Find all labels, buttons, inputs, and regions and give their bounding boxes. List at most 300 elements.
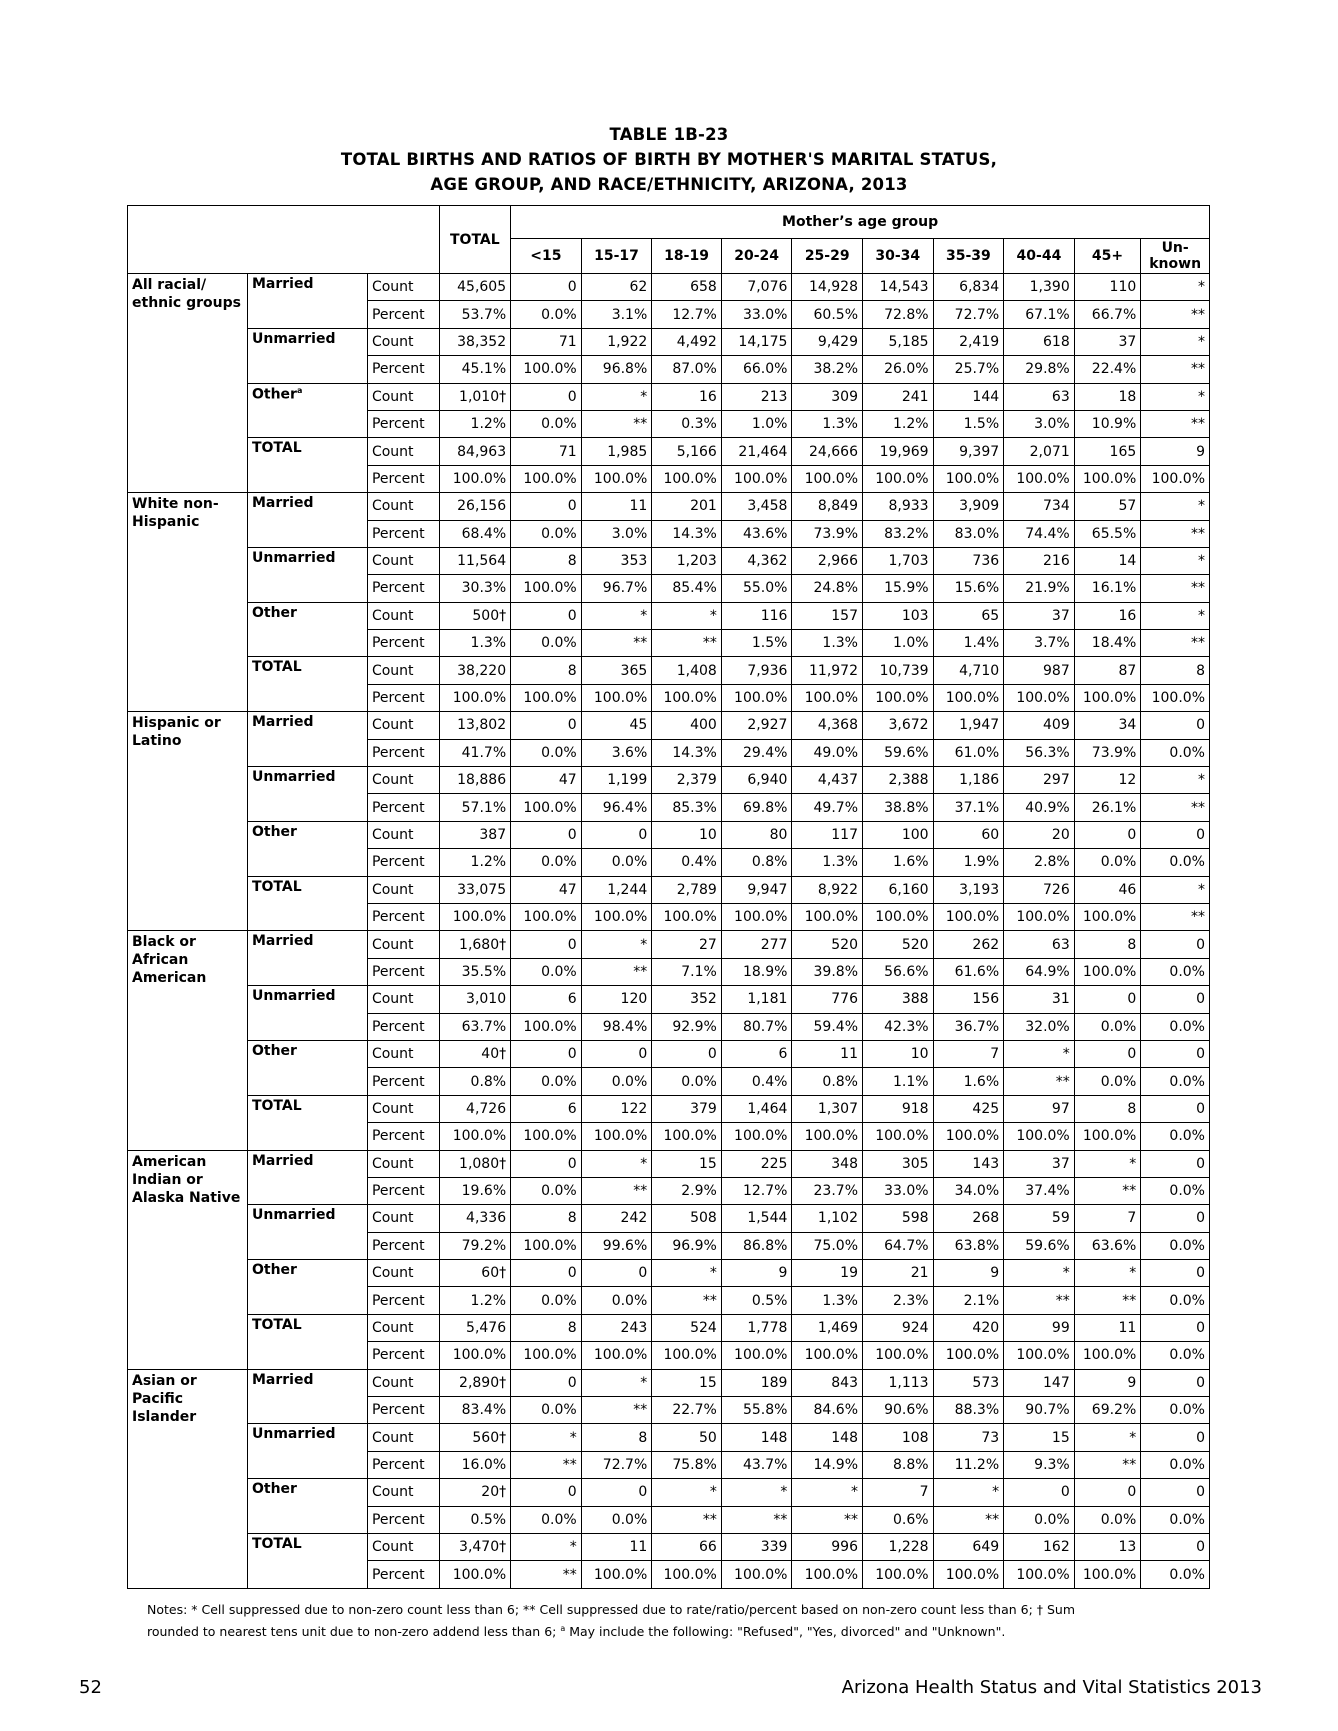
value-cell: 12.7% [721,1177,792,1204]
measure-label: Percent [367,958,439,985]
value-cell: 0 [511,1040,582,1067]
table-row [128,328,1210,355]
total-cell: 11,564 [439,547,511,574]
measure-label: Count [367,657,439,684]
value-cell: 14.9% [792,1451,863,1478]
value-cell: 1.6% [863,849,934,876]
value-cell: 49.7% [792,794,863,821]
total-cell: 35.5% [439,958,511,985]
value-cell: 100.0% [933,465,1004,492]
value-cell: 0.0% [511,1287,582,1314]
total-cell: 63.7% [439,1013,511,1040]
table-row [128,931,1210,958]
value-cell: 71 [511,438,582,465]
race-group-label: Asian or Pacific Islander [128,1369,248,1588]
value-cell: ** [511,1561,582,1588]
value-cell: 0 [1074,1040,1141,1067]
age-group-column-header: 18-19 [652,239,722,274]
value-cell: 0.0% [1141,739,1210,766]
measure-label: Percent [367,575,439,602]
value-cell: 9,947 [721,876,792,903]
value-cell: 2.8% [1004,849,1075,876]
value-cell: 8 [511,1205,582,1232]
total-cell: 2,890† [439,1369,511,1396]
measure-label: Percent [367,410,439,437]
value-cell: 88.3% [933,1397,1004,1424]
measure-label: Count [367,1040,439,1067]
total-cell: 26,156 [439,493,511,520]
total-cell: 1.2% [439,410,511,437]
value-cell: 116 [721,602,792,629]
value-cell: 59.4% [792,1013,863,1040]
total-cell: 560† [439,1424,511,1451]
measure-label: Count [367,1369,439,1396]
value-cell: 1.3% [792,410,863,437]
value-cell: 0 [1141,1260,1210,1287]
value-cell: * [1141,383,1210,410]
value-cell: 14,543 [863,274,934,301]
total-cell: 500† [439,602,511,629]
value-cell: 0 [1141,931,1210,958]
value-cell: 11 [1074,1314,1141,1341]
value-cell: 100.0% [933,1123,1004,1150]
value-cell: 0 [511,1150,582,1177]
value-cell: 348 [792,1150,863,1177]
measure-label: Percent [367,1068,439,1095]
value-cell: * [1004,1040,1075,1067]
value-cell: 16 [1074,602,1141,629]
marital-status-label: TOTAL [247,1095,367,1150]
value-cell: 7 [933,1040,1004,1067]
value-cell: 7 [1074,1205,1141,1232]
value-cell: 0.0% [511,958,582,985]
value-cell: 10 [652,821,722,848]
value-cell: 6 [511,1095,582,1122]
value-cell: ** [1141,301,1210,328]
value-cell: 157 [792,602,863,629]
value-cell: 1,922 [581,328,652,355]
value-cell: 3,193 [933,876,1004,903]
value-cell: 0 [581,1479,652,1506]
value-cell: ** [652,630,722,657]
total-cell: 19.6% [439,1177,511,1204]
measure-label: Count [367,602,439,629]
age-group-column-header: 30-34 [863,239,934,274]
table-row [128,493,1210,520]
value-cell: 0 [511,383,582,410]
value-cell: 618 [1004,328,1075,355]
total-header: TOTAL [439,206,511,274]
total-cell: 33,075 [439,876,511,903]
value-cell: * [1141,602,1210,629]
table-row [128,876,1210,903]
measure-label: Percent [367,739,439,766]
value-cell: ** [1074,1287,1141,1314]
value-cell: 1.1% [863,1068,934,1095]
value-cell: 0.0% [511,410,582,437]
measure-label: Percent [367,301,439,328]
value-cell: 8,933 [863,493,934,520]
value-cell: 25.7% [933,356,1004,383]
value-cell: 100.0% [652,1123,722,1150]
total-cell: 79.2% [439,1232,511,1259]
table-number: TABLE 1B-23 [609,125,729,144]
value-cell: 0 [581,821,652,848]
value-cell: 73.9% [792,520,863,547]
value-cell: 65.5% [1074,520,1141,547]
value-cell: * [581,1150,652,1177]
marital-status-label: Unmarried [247,328,367,383]
value-cell: ** [511,1451,582,1478]
marital-status-label: Married [247,274,367,329]
value-cell: ** [1141,630,1210,657]
table-row [128,1314,1210,1341]
value-cell: 3,672 [863,712,934,739]
total-cell: 53.7% [439,301,511,328]
measure-label: Count [367,274,439,301]
value-cell: 100.0% [511,356,582,383]
value-cell: 0 [511,1260,582,1287]
race-group-label: All racial/ ethnic groups [128,274,248,493]
value-cell: 22.7% [652,1397,722,1424]
age-group-column-header: <15 [511,239,582,274]
value-cell: 3.1% [581,301,652,328]
measure-label: Count [367,986,439,1013]
value-cell: 37 [1004,602,1075,629]
table-row [128,986,1210,1013]
value-cell: 4,368 [792,712,863,739]
value-cell: 7 [863,1479,934,1506]
value-cell: 1,778 [721,1314,792,1341]
total-cell: 4,726 [439,1095,511,1122]
value-cell: 37.1% [933,794,1004,821]
value-cell: 2,789 [652,876,722,903]
value-cell: 100.0% [1074,1342,1141,1369]
value-cell: 100.0% [652,1561,722,1588]
value-cell: 734 [1004,493,1075,520]
value-cell: 4,362 [721,547,792,574]
value-cell: 0.0% [511,849,582,876]
value-cell: 100.0% [1004,684,1075,711]
value-cell: ** [581,410,652,437]
value-cell: 201 [652,493,722,520]
value-cell: 45 [581,712,652,739]
value-cell: * [1141,876,1210,903]
marital-status-label: Other [247,1040,367,1095]
value-cell: 12.7% [652,301,722,328]
value-cell: ** [581,958,652,985]
value-cell: 100.0% [933,1561,1004,1588]
value-cell: 83.0% [933,520,1004,547]
value-cell: 0.0% [511,301,582,328]
value-cell: 59.6% [1004,1232,1075,1259]
marital-status-label: Unmarried [247,1424,367,1479]
value-cell: 10 [863,1040,934,1067]
value-cell: 39.8% [792,958,863,985]
value-cell: 3.7% [1004,630,1075,657]
value-cell: 6,940 [721,767,792,794]
value-cell: 524 [652,1314,722,1341]
value-cell: 15 [652,1150,722,1177]
value-cell: 2,419 [933,328,1004,355]
value-cell: 100.0% [581,903,652,930]
value-cell: 0 [1141,1369,1210,1396]
value-cell: 1.5% [721,630,792,657]
value-cell: 213 [721,383,792,410]
value-cell: 1,408 [652,657,722,684]
value-cell: 225 [721,1150,792,1177]
marital-status-label: Unmarried [247,547,367,602]
value-cell: 162 [1004,1533,1075,1560]
value-cell: 0.0% [1141,1177,1210,1204]
measure-label: Count [367,438,439,465]
value-cell: 726 [1004,876,1075,903]
value-cell: 16 [652,383,722,410]
value-cell: 100.0% [863,1342,934,1369]
table-row [128,1205,1210,1232]
value-cell: 15.9% [863,575,934,602]
measure-label: Percent [367,1451,439,1478]
value-cell: 3,458 [721,493,792,520]
total-cell: 38,352 [439,328,511,355]
total-cell: 45,605 [439,274,511,301]
value-cell: 1.5% [933,410,1004,437]
value-cell: 100.0% [581,684,652,711]
value-cell: 8 [581,1424,652,1451]
value-cell: 924 [863,1314,934,1341]
value-cell: 520 [863,931,934,958]
value-cell: 100.0% [652,903,722,930]
value-cell: 2.1% [933,1287,1004,1314]
value-cell: 100.0% [792,903,863,930]
value-cell: 11,972 [792,657,863,684]
age-group-header: Mother’s age group [511,206,1210,239]
value-cell: 96.9% [652,1232,722,1259]
measure-label: Count [367,931,439,958]
value-cell: 305 [863,1150,934,1177]
value-cell: * [1074,1150,1141,1177]
value-cell: 122 [581,1095,652,1122]
value-cell: 100.0% [581,1561,652,1588]
value-cell: 0 [511,602,582,629]
value-cell: 7.1% [652,958,722,985]
value-cell: 0 [1074,821,1141,848]
total-cell: 30.3% [439,575,511,602]
value-cell: 0 [511,712,582,739]
marital-status-label: Other [247,602,367,657]
value-cell: 100.0% [511,1342,582,1369]
measure-label: Percent [367,520,439,547]
value-cell: 2,927 [721,712,792,739]
value-cell: 987 [1004,657,1075,684]
measure-label: Percent [367,794,439,821]
value-cell: 100.0% [511,794,582,821]
measure-label: Count [367,1314,439,1341]
value-cell: 0.0% [1141,1561,1210,1588]
value-cell: * [792,1479,863,1506]
table-title-line-2: AGE GROUP, AND RACE/ETHNICITY, ARIZONA, 2013 [430,175,908,194]
value-cell: 63.8% [933,1232,1004,1259]
value-cell: 9 [1074,1369,1141,1396]
value-cell: 47 [511,767,582,794]
value-cell: 9 [933,1260,1004,1287]
value-cell: 100.0% [863,1561,934,1588]
measure-label: Percent [367,684,439,711]
value-cell: 1.6% [933,1068,1004,1095]
value-cell: 0 [1004,1479,1075,1506]
measure-label: Percent [367,630,439,657]
table-row [128,1424,1210,1451]
total-cell: 3,010 [439,986,511,1013]
value-cell: 9,397 [933,438,1004,465]
value-cell: 11 [792,1040,863,1067]
age-group-column-header: 35-39 [933,239,1004,274]
value-cell: 11.2% [933,1451,1004,1478]
value-cell: 9,429 [792,328,863,355]
value-cell: 72.7% [933,301,1004,328]
value-cell: 0.0% [511,520,582,547]
value-cell: 100.0% [721,465,792,492]
value-cell: 120 [581,986,652,1013]
marital-status-label: Unmarried [247,767,367,822]
value-cell: ** [1141,356,1210,383]
value-cell: 100.0% [652,465,722,492]
value-cell: 19,969 [863,438,934,465]
value-cell: 66 [652,1533,722,1560]
value-cell: 21 [863,1260,934,1287]
value-cell: 100.0% [863,684,934,711]
value-cell: 147 [1004,1369,1075,1396]
value-cell: ** [1074,1177,1141,1204]
value-cell: 21,464 [721,438,792,465]
measure-label: Count [367,1205,439,1232]
value-cell: * [511,1424,582,1451]
value-cell: 0.0% [1141,1232,1210,1259]
value-cell: 0.0% [1074,1013,1141,1040]
total-cell: 16.0% [439,1451,511,1478]
value-cell: 19 [792,1260,863,1287]
value-cell: 0.0% [1074,1506,1141,1533]
age-group-column-header: 40-44 [1004,239,1075,274]
value-cell: 37 [1004,1150,1075,1177]
value-cell: 117 [792,821,863,848]
total-cell: 84,963 [439,438,511,465]
value-cell: 96.4% [581,794,652,821]
table-title [0,122,1338,197]
marital-status-label: TOTAL [247,657,367,712]
table-row [128,274,1210,301]
age-group-column-header: 25-29 [792,239,863,274]
value-cell: 100.0% [933,1342,1004,1369]
value-cell: 2.9% [652,1177,722,1204]
value-cell: 85.4% [652,575,722,602]
marital-status-label: Other [247,1260,367,1315]
measure-label: Percent [367,1342,439,1369]
value-cell: 1,307 [792,1095,863,1122]
value-cell: 100.0% [1004,903,1075,930]
measure-label: Percent [367,1287,439,1314]
value-cell: 365 [581,657,652,684]
value-cell: 100.0% [1074,1561,1141,1588]
value-cell: 100.0% [1004,1123,1075,1150]
value-cell: 0.0% [1141,1287,1210,1314]
value-cell: 32.0% [1004,1013,1075,1040]
value-cell: 42.3% [863,1013,934,1040]
value-cell: 100.0% [792,1342,863,1369]
value-cell: 85.3% [652,794,722,821]
value-cell: 2,379 [652,767,722,794]
total-cell: 60† [439,1260,511,1287]
value-cell: 65 [933,602,1004,629]
total-cell: 1.3% [439,630,511,657]
total-cell: 41.7% [439,739,511,766]
value-cell: 55.8% [721,1397,792,1424]
value-cell: * [652,1260,722,1287]
measure-label: Count [367,876,439,903]
marital-status-label: Married [247,931,367,986]
value-cell: 16.1% [1074,575,1141,602]
value-cell: 0.0% [1141,1506,1210,1533]
value-cell: 5,185 [863,328,934,355]
table-row [128,602,1210,629]
value-cell: 100.0% [721,903,792,930]
value-cell: 11 [581,493,652,520]
value-cell: 0 [1141,1424,1210,1451]
value-cell: ** [933,1506,1004,1533]
total-cell: 40† [439,1040,511,1067]
value-cell: 379 [652,1095,722,1122]
value-cell: 47 [511,876,582,903]
value-cell: 98.4% [581,1013,652,1040]
value-cell: * [1141,493,1210,520]
value-cell: * [1004,1260,1075,1287]
value-cell: 165 [1074,438,1141,465]
value-cell: 14,928 [792,274,863,301]
value-cell: 14,175 [721,328,792,355]
value-cell: 57 [1074,493,1141,520]
marital-status-label: TOTAL [247,876,367,931]
value-cell: 0.0% [511,1068,582,1095]
value-cell: 1,186 [933,767,1004,794]
value-cell: 0.0% [1141,1123,1210,1150]
value-cell: 1,199 [581,767,652,794]
value-cell: 3.0% [581,520,652,547]
value-cell: 1,703 [863,547,934,574]
marital-status-label: Other$^a$ [247,383,367,438]
value-cell: 1,203 [652,547,722,574]
value-cell: 62 [581,274,652,301]
value-cell: 100.0% [1004,1342,1075,1369]
value-cell: 3,909 [933,493,1004,520]
value-cell: 0 [511,931,582,958]
value-cell: 96.8% [581,356,652,383]
value-cell: 1.0% [863,630,934,657]
value-cell: 60.5% [792,301,863,328]
value-cell: 0 [652,1040,722,1067]
value-cell: 99.6% [581,1232,652,1259]
total-cell: 38,220 [439,657,511,684]
value-cell: 4,437 [792,767,863,794]
value-cell: 143 [933,1150,1004,1177]
value-cell: 110 [1074,274,1141,301]
value-cell: ** [652,1287,722,1314]
value-cell: 29.8% [1004,356,1075,383]
value-cell: 66.7% [1074,301,1141,328]
total-cell: 13,802 [439,712,511,739]
value-cell: 1,244 [581,876,652,903]
value-cell: 63 [1004,931,1075,958]
value-cell: 100.0% [792,1561,863,1588]
